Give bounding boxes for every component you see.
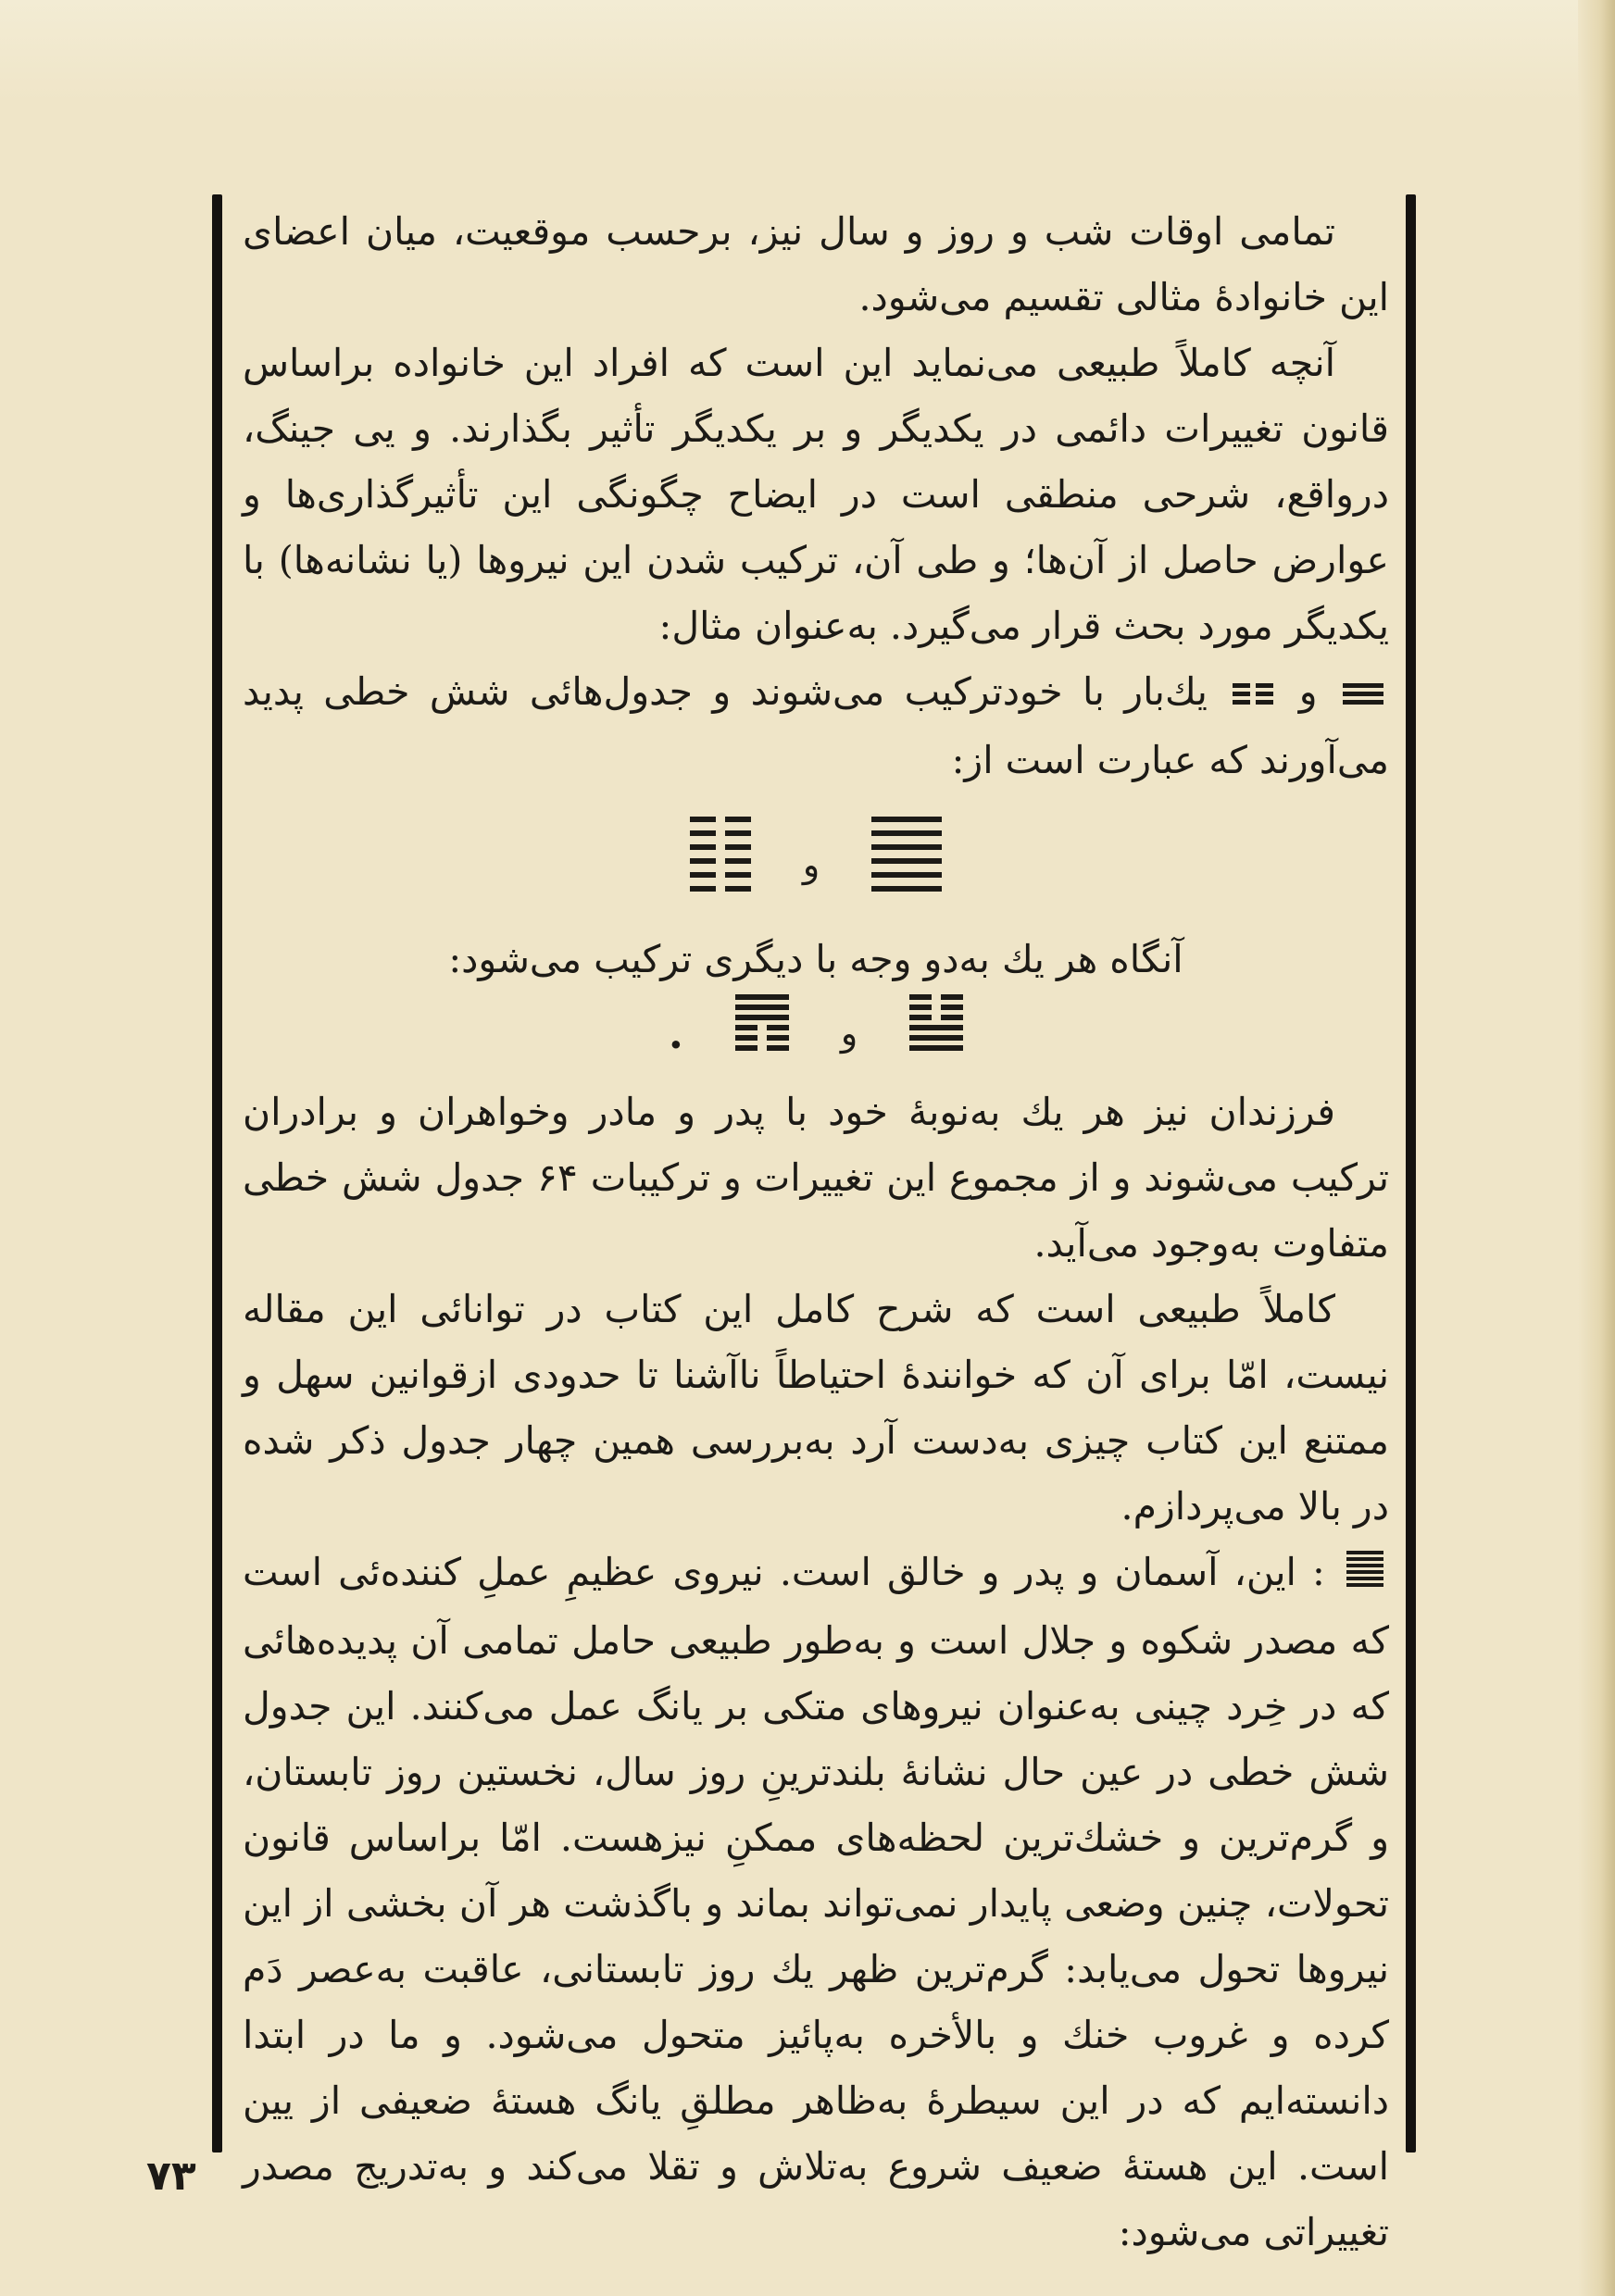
hexagram-figure-row-1: [243, 814, 1389, 916]
conjunction-text: و: [1298, 669, 1318, 714]
paragraph-1: تمامی اوقات شب و روز و سال نیز، برحسب موقعیت، میان اعضای این خانوادهٔ مثالی تقسیم می‌شود.: [243, 209, 1389, 319]
paragraph-6: کاملاً طبیعی است که شرح کامل این کتاب در توانائی این مقاله نیست، امّا برای آن که خوانندهٔ احتیاطاً ناآشنا تا حدودی ازقوانین سهل و ممتنع این کتاب چیزی به‌دست آرد به‌بررسی همین چهار جدول ذکر شده در بالا می‌پردازم.: [243, 1287, 1389, 1529]
right-margin-rule: [1406, 194, 1416, 2152]
figure-2-dot: .: [668, 1008, 683, 1058]
paragraph-3-text: یك‌بار با خودترکیب می‌شوند و جدول‌هائی شش خطی پدید می‌آورند که عبارت است از:: [243, 669, 1389, 782]
paragraph-2: آنچه کاملاً طبیعی می‌نماید این است که افراد این خانواده براساس قانون تغییرات دائمی در یکدیگر و بر یکدیگر تأثیر بگذارند. و یی جینگ، درواقع، شرحی منطقی است در ایضاح چگونگی این تأثیرگذاری‌ها و عوارض حاصل از آن‌ها؛ و طی آن، ترکیب شدن این نیروها (یا نشانه‌ها) با یکدیگر مورد بحث قرار می‌گیرد. به‌عنوان مثال:: [243, 341, 1389, 648]
paper-top-edge: [0, 0, 1615, 102]
hexagram-earth-symbol: [690, 813, 751, 917]
page-spine-shadow: [1578, 0, 1615, 2296]
paragraph-7-text: : این، آسمان و پدر و خالق است. نیروی عظیمِ عملِ کننده‌ئی است که مصدر شکوه و جلال است و به‌طور طبیعی حامل تمامی آن پدیده‌هائی که در خِرد چینی به‌عنوان نیروهای متکی بر یانگ عمل می‌کنند. این جدول شش خطی در عین حال نشانهٔ بلندترینِ روز سال، نخستین روز تابستان، و گرم‌ترین و خشك‌ترین لحظه‌های ممکنِ نیزهست. امّا براساس قانون تحولات، چنین وضعی پایدار نمی‌تواند بماند و باگذشت هر آن بخشی از این نیروها تحول می‌یابد: گرم‌ترین ظهر یك روز تابستانی، عاقبت به‌عصر دَم کرده و غروب خنك و بالأخره به‌پائیز متحول می‌شود. و ما در ابتدا دانسته‌ایم که در این سیطرهٔ به‌ظاهر مطلقِ یانگ هستهٔ ضعیفی از یین است. این هستهٔ ضعیف شروع به‌تلاش و تقلا می‌کند و به‌تدریج مصدر تغییراتی می‌شود:: [243, 1550, 1389, 2254]
figure-2-conjunction: و: [840, 1013, 858, 1054]
left-margin-rule: [212, 194, 222, 2152]
hexagram-pi-symbol: [909, 992, 963, 1074]
hexagram-heaven-inline-symbol: [1346, 1542, 1383, 1608]
figure-1-conjunction: و: [802, 844, 820, 885]
trigram-heaven-symbol: [1343, 662, 1383, 728]
paragraph-5: فرزندان نیز هر یك به‌نوبهٔ خود با پدر و مادر وخواهران و برادران ترکیب می‌شوند و از مجموع این تغییرات و ترکیبات ۶۴ جدول شش خطی متفاوت به‌وجود می‌آید.: [243, 1090, 1390, 1266]
paragraph-3: [243, 659, 1389, 793]
trigram-earth-symbol: [1233, 662, 1273, 728]
hexagram-heaven-symbol: [871, 813, 942, 917]
paragraph-7: [243, 1540, 1389, 2265]
page-number: ۷۳: [146, 2152, 196, 2200]
hexagram-figure-row-2: [243, 996, 1389, 1070]
paragraph-4: آنگاه هر یك به‌دو وجه با دیگری ترکیب می‌شود:: [448, 937, 1183, 981]
hexagram-tai-symbol: [735, 992, 789, 1074]
page-body: [243, 199, 1389, 2296]
